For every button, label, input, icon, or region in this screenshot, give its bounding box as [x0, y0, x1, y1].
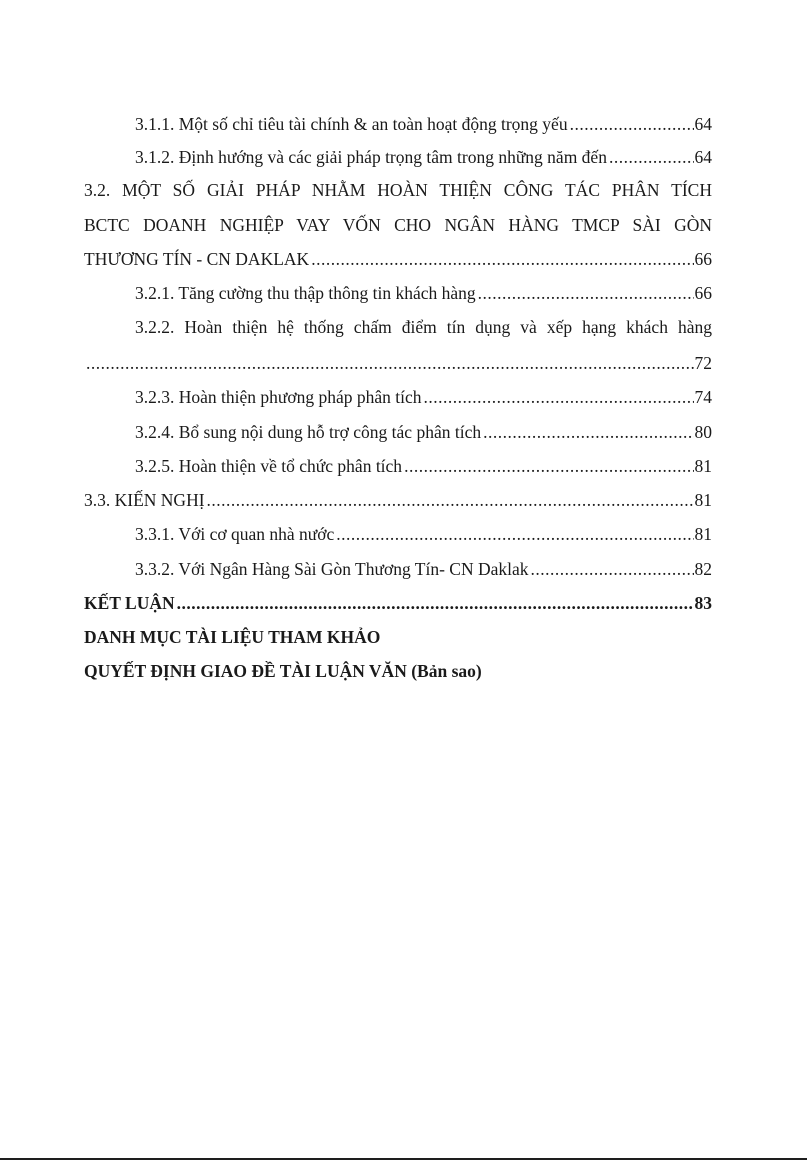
toc-page-number: 81	[694, 490, 712, 510]
toc-entry-label: 3.2.1. Tăng cường thu thập thông tin khách hàng	[135, 283, 476, 303]
dot-leader	[207, 487, 694, 513]
dot-leader	[177, 590, 694, 616]
toc-page-number: 66	[694, 249, 712, 269]
toc-entry-label: KẾT LUẬN	[84, 593, 175, 613]
toc-entry-3-2-2-line2	[84, 350, 712, 376]
page-bottom-border	[0, 1158, 807, 1160]
dot-leader	[478, 280, 694, 306]
toc-entry-label: 3.2.3. Hoàn thiện phương pháp phân tích	[135, 387, 422, 407]
toc-entry-3-2-4	[135, 419, 712, 445]
dot-leader	[424, 384, 694, 410]
toc-entry-3-2-line1: 3.2. MỘT SỐ GIẢI PHÁP NHẰM HOÀN THIỆN CÔNG TÁC PHÂN TÍCH	[84, 180, 712, 200]
toc-entry-quyet-dinh: QUYẾT ĐỊNH GIAO ĐỀ TÀI LUẬN VĂN (Bản sao)	[84, 661, 482, 681]
dot-leader	[86, 350, 694, 376]
toc-entry-label: 3.1.2. Định hướng và các giải pháp trọng tâm trong những năm đến	[135, 147, 607, 167]
toc-page-number: 81	[694, 524, 712, 544]
toc-page-number: 83	[694, 593, 712, 613]
toc-entry-label: 3.3.1. Với cơ quan nhà nước	[135, 524, 335, 544]
toc-entry-label: THƯƠNG TÍN - CN DAKLAK	[84, 249, 310, 269]
toc-entry-label: 3.2.5. Hoàn thiện về tổ chức phân tích	[135, 456, 403, 476]
toc-page-number: 81	[694, 456, 712, 476]
toc-entry-3-3	[84, 487, 712, 513]
dot-leader	[483, 419, 693, 445]
dot-leader	[531, 556, 694, 582]
toc-entry-3-1-2	[135, 144, 712, 170]
dot-leader	[609, 144, 694, 170]
toc-page-number: 64	[694, 114, 712, 134]
toc-entry-3-3-2	[135, 556, 712, 582]
dot-leader	[404, 453, 693, 479]
toc-entry-3-3-1	[135, 521, 712, 547]
toc-entry-3-2-3	[135, 384, 712, 410]
toc-entry-3-2-5	[135, 453, 712, 479]
toc-entry-label: 3.1.1. Một số chỉ tiêu tài chính & an toàn hoạt động trọng yếu	[135, 114, 568, 134]
toc-page-number: 66	[694, 283, 712, 303]
toc-entry-3-2-line2: BCTC DOANH NGHIỆP VAY VỐN CHO NGÂN HÀNG TMCP SÀI GÒN	[84, 215, 712, 235]
toc-page-number: 72	[694, 353, 712, 373]
dot-leader	[311, 246, 693, 272]
dot-leader	[570, 111, 694, 137]
toc-entry-label: 3.3.2. Với Ngân Hàng Sài Gòn Thương Tín- CN Daklak	[135, 559, 529, 579]
toc-entry-3-2-line3	[84, 246, 712, 272]
toc-page-number: 64	[694, 147, 712, 167]
toc-entry-ket-luan	[84, 590, 712, 616]
toc-entry-label: 3.3. KIẾN NGHỊ	[84, 490, 205, 510]
toc-page-number: 74	[694, 387, 712, 407]
toc-entry-danh-muc: DANH MỤC TÀI LIỆU THAM KHẢO	[84, 627, 381, 647]
toc-page-number: 82	[694, 559, 712, 579]
toc-entry-3-2-2-line1: 3.2.2. Hoàn thiện hệ thống chấm điểm tín dụng và xếp hạng khách hàng	[135, 317, 712, 337]
toc-page-number: 80	[694, 422, 712, 442]
toc-entry-label: 3.2.4. Bổ sung nội dung hỗ trợ công tác phân tích	[135, 422, 482, 442]
toc-entry-3-2-1	[135, 280, 712, 306]
dot-leader	[336, 521, 693, 547]
toc-entry-3-1-1	[135, 111, 712, 137]
